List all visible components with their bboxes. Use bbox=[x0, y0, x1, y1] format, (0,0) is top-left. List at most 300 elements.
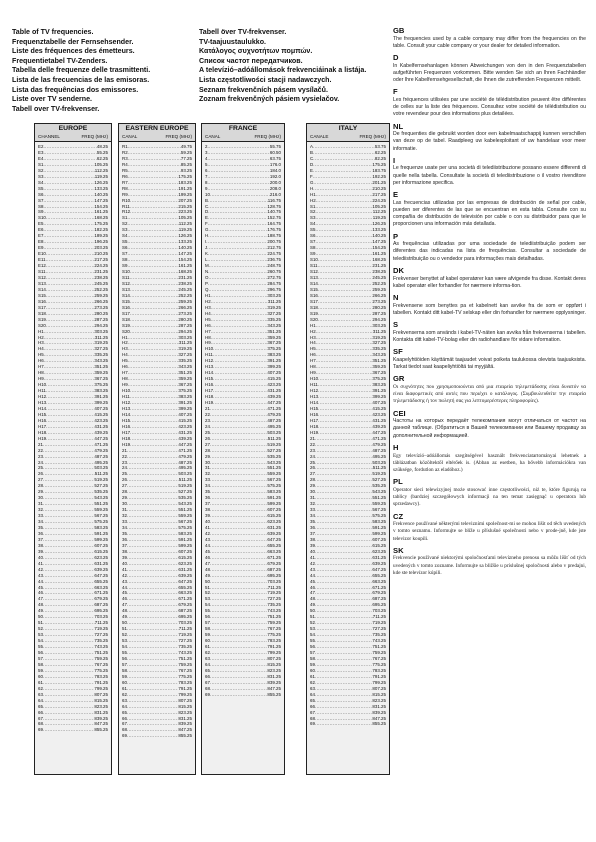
frequency-cell: 399.25 bbox=[372, 394, 386, 400]
frequency-cell: 839.25 bbox=[267, 679, 281, 685]
frequency-cell: 176.0 bbox=[269, 161, 281, 167]
channel-cell: 52 bbox=[38, 626, 43, 632]
note-text: Egy televízió–adóállomás szegítségével használt frekvenciatartományai lehetnek a táblázatban közöltektől eltérőek is. (Abban az esetben, ha bővebb információkra van szüksége, fordutlon az eladóhoz.) bbox=[393, 452, 586, 473]
note-i bbox=[393, 156, 586, 187]
channel-cell: 43 bbox=[122, 578, 127, 584]
frequency-cell: 200.0 bbox=[269, 179, 281, 185]
frequency-cell: 423.25 bbox=[267, 382, 281, 388]
language-code: S bbox=[393, 320, 399, 330]
frequency-cell: 259.25 bbox=[94, 292, 108, 298]
frequency-cell: 775.25 bbox=[94, 667, 108, 673]
channel-cell: 49 bbox=[205, 572, 210, 578]
frequency-cell: 527.25 bbox=[94, 483, 108, 489]
channel-cell: 47 bbox=[310, 590, 315, 596]
channel-cell: 36 bbox=[122, 536, 127, 542]
channel-cell: S10 bbox=[122, 269, 130, 275]
frequency-cell: 671.25 bbox=[267, 554, 281, 560]
frequency-cell: 210.25 bbox=[372, 185, 386, 191]
channel-cell: 57 bbox=[122, 661, 127, 667]
frequency-cell: 343.25 bbox=[94, 358, 108, 364]
channel-cell: 39 bbox=[205, 513, 210, 519]
channel-cell: 26 bbox=[122, 477, 127, 483]
channel-cell: H7 bbox=[205, 328, 211, 334]
frequency-cell: 679.25 bbox=[178, 602, 192, 608]
frequency-cell: 519.25 bbox=[94, 477, 108, 483]
frequency-cell: 575.25 bbox=[178, 525, 192, 530]
frequency-cell: 399.25 bbox=[267, 364, 281, 370]
channel-cell: H13 bbox=[205, 364, 214, 370]
channel-cell: 37 bbox=[205, 501, 210, 507]
title-line: TV-taajuustaulukko. bbox=[199, 37, 267, 46]
channel-cell: 24 bbox=[122, 465, 127, 471]
channel-cell: E bbox=[205, 215, 208, 221]
frequency-cell: 543.25 bbox=[267, 459, 281, 465]
channel-cell: J bbox=[205, 245, 208, 251]
frequency-cell: 423.25 bbox=[372, 411, 386, 417]
note-text: Frekvencie používané niektorými spoločnosťami televízneho prenosu sa môžu líšiť od tých uvedených v tomto zozname. Informujte sa bližšie u príslušnej spoločnosti alebo v predajni, kde ste televízor kúpili. bbox=[393, 555, 586, 576]
channel-cell: 51 bbox=[310, 614, 315, 620]
frequency-cell: 623.25 bbox=[178, 560, 192, 566]
frequency-cell: 168.25 bbox=[94, 215, 108, 221]
frequency-cell: 847.25 bbox=[267, 685, 281, 691]
frequency-cell: 161.25 bbox=[372, 251, 386, 257]
channel-cell: 4 bbox=[205, 155, 208, 161]
frequency-cell: 807.25 bbox=[178, 697, 192, 703]
title-line: Seznam frekvenčních pásem vysílačů. bbox=[199, 85, 328, 94]
channel-cell: F bbox=[310, 173, 313, 179]
title-line: Tabell over TV-frekvenser. bbox=[12, 104, 100, 113]
channel-cell: S14 bbox=[310, 280, 318, 286]
frequency-cell: 727.25 bbox=[178, 638, 192, 644]
language-code: I bbox=[393, 155, 396, 165]
channel-cell: 68 bbox=[38, 721, 43, 727]
channel-cell: 30 bbox=[310, 489, 315, 495]
frequency-cell: 783.25 bbox=[372, 667, 386, 673]
channel-cell: S9 bbox=[122, 263, 128, 269]
frequency-cell: 359.25 bbox=[372, 364, 386, 370]
channel-cell: 25 bbox=[122, 471, 127, 477]
channel-cell: 58 bbox=[310, 655, 315, 661]
note-text: Kaapelyhtiöiden käyttämät taajuudet voivat poiketa taulukossa olevista taajuuksista. Tarkat tiedot saat kaapeliyhtiöltä tai myyjältä. bbox=[393, 356, 586, 371]
frequency-cell: 375.25 bbox=[178, 388, 192, 394]
frequency-cell: 511.25 bbox=[267, 435, 281, 441]
channel-cell: 64 bbox=[122, 703, 127, 709]
frequency-cell: 391.25 bbox=[94, 394, 108, 400]
frequency-cell: 280.25 bbox=[94, 310, 108, 316]
channel-cell: S5 bbox=[310, 227, 316, 233]
frequency-cell: 260.75 bbox=[267, 269, 281, 275]
frequency-cell: 119.25 bbox=[94, 173, 108, 179]
channel-cell: 32 bbox=[122, 513, 127, 519]
frequency-cell: 407.25 bbox=[267, 370, 281, 376]
channel-cell: Q bbox=[205, 286, 209, 292]
table-title: ITALY bbox=[338, 125, 358, 132]
channel-cell: 39 bbox=[122, 554, 127, 560]
frequency-cell: 791.25 bbox=[267, 644, 281, 650]
frequency-cell: 319.25 bbox=[94, 340, 108, 346]
channel-cell: 32 bbox=[205, 471, 210, 477]
note-pl bbox=[393, 477, 586, 508]
channel-cell: H8 bbox=[38, 370, 44, 376]
note-text: Operator sieci telewizyjnej może stosować inne częstotliwości, niż te, które figurują na tablicy (bardziej szczegółowych informacji na ten temat zasięgnąć u operatora lub sprzedawcy). bbox=[393, 486, 586, 508]
frequency-cell: 607.25 bbox=[94, 542, 108, 548]
channel-cell: 9 bbox=[205, 185, 208, 191]
frequency-cell: 217.25 bbox=[94, 257, 108, 263]
channel-cell: H12 bbox=[310, 388, 319, 394]
channel-cell: S2 bbox=[310, 209, 316, 215]
frequency-cell: 543.25 bbox=[372, 489, 386, 495]
frequency-cell: 687.25 bbox=[372, 596, 386, 602]
table-row bbox=[122, 733, 192, 739]
channel-cell: 57 bbox=[205, 620, 210, 626]
channel-cell: 55 bbox=[122, 650, 127, 656]
channel-cell: 33 bbox=[205, 477, 210, 483]
table-header bbox=[35, 124, 111, 142]
channel-cell: H9 bbox=[205, 340, 211, 346]
channel-cell: 33 bbox=[310, 507, 315, 513]
channel-cell: 7 bbox=[205, 173, 208, 179]
channel-cell: H18 bbox=[38, 429, 47, 435]
frequency-cell: 583.25 bbox=[94, 525, 108, 530]
channel-cell: 27 bbox=[310, 471, 315, 477]
frequency-cell: 375.25 bbox=[267, 346, 281, 352]
frequency-cell: 231.25 bbox=[94, 269, 108, 275]
frequency-cell: 168.25 bbox=[372, 257, 386, 263]
frequency-cell: 319.25 bbox=[267, 304, 281, 310]
channel-cell: H8 bbox=[122, 376, 128, 382]
title-line: Frequenztabelle der Fernsehsender. bbox=[12, 37, 134, 46]
channel-cell: H11 bbox=[122, 394, 130, 400]
frequency-cell: 823.25 bbox=[372, 697, 386, 703]
frequency-cell: 415.25 bbox=[178, 417, 192, 423]
channel-cell: 46 bbox=[122, 596, 127, 602]
channel-cell: R10 bbox=[122, 197, 131, 203]
channel-cell: 40 bbox=[122, 560, 127, 566]
channel-cell: 8 bbox=[205, 179, 208, 185]
frequency-cell: 767.25 bbox=[267, 626, 281, 632]
frequency-cell: 607.25 bbox=[178, 548, 192, 554]
frequency-cell: 519.25 bbox=[267, 441, 281, 447]
frequency-cell: 583.25 bbox=[372, 519, 386, 525]
channel-cell: R3 bbox=[122, 155, 128, 161]
frequency-cell: 767.25 bbox=[94, 661, 108, 667]
frequency-cell: 783.25 bbox=[94, 673, 108, 679]
frequency-cell: 140.25 bbox=[94, 191, 108, 197]
frequency-cell: 471.25 bbox=[178, 447, 192, 453]
channel-cell: E9 bbox=[38, 245, 44, 251]
note-cz bbox=[393, 512, 586, 543]
channel-cell: 27 bbox=[38, 477, 43, 483]
frequency-cell: 487.25 bbox=[267, 417, 281, 423]
frequency-cell: 147.25 bbox=[178, 251, 192, 257]
note-text: Le frequenze usate per una società di telediistribuzione possano essere differenti di quelle nella tabella. Consultate la società di telediistribuzione o il vostro rivenditore per informazione specifica. bbox=[393, 165, 586, 186]
frequency-cell: 503.25 bbox=[267, 429, 281, 435]
frequency-cell: 431.25 bbox=[267, 388, 281, 394]
frequency-cell: 799.25 bbox=[372, 679, 386, 685]
channel-cell: R2 bbox=[122, 149, 128, 155]
frequency-cell: 375.25 bbox=[94, 382, 108, 388]
note-text: Les fréquences utilisées par une société de télédistribution peuvent être différentes de celles sur la liste des fréquences. Consultez votre société de télédistribution ou votre revendeur pour des informations plus detailées. bbox=[393, 96, 586, 118]
frequency-cell: 775.25 bbox=[372, 661, 386, 667]
channel-cell: 43 bbox=[310, 566, 315, 572]
frequency-cell: 551.25 bbox=[94, 501, 108, 507]
frequency-cell: 575.25 bbox=[372, 513, 386, 519]
frequency-cell: 607.25 bbox=[267, 507, 281, 513]
frequency-cell: 591.25 bbox=[267, 495, 281, 501]
frequency-cell: 751.25 bbox=[372, 644, 386, 650]
channel-cell: S20 bbox=[38, 322, 46, 328]
note-text: Las frecuencias utilizadas por las empresas de distribución de señal por cable, pueden ser diferentes de las que se encuentran en esta tabla. Consulte con su compañia de distribución de televisión por cable o con su distribuidor para que le proporcionen una información más detallada. bbox=[393, 199, 586, 228]
frequency-cell: 55.25 bbox=[96, 149, 108, 155]
frequency-cell: 655.25 bbox=[94, 578, 108, 584]
frequency-cell: 161.25 bbox=[178, 263, 192, 269]
channel-cell: D bbox=[205, 209, 209, 215]
frequency-cell: 224.25 bbox=[372, 197, 386, 203]
frequency-cell: 839.25 bbox=[372, 709, 386, 715]
frequency-cell: 855.25 bbox=[178, 733, 192, 739]
frequency-cell: 615.25 bbox=[267, 513, 281, 519]
frequency-cell: 799.25 bbox=[178, 691, 192, 697]
channel-cell: 21 bbox=[38, 441, 43, 447]
frequency-cell: 447.25 bbox=[372, 429, 386, 435]
language-code: SF bbox=[393, 347, 403, 357]
channel-cell: H15 bbox=[310, 405, 319, 411]
channel-cell: H16 bbox=[122, 423, 131, 429]
channel-cell: H2 bbox=[310, 328, 316, 334]
channel-cell: 59 bbox=[310, 661, 315, 667]
channel-cell: 24 bbox=[310, 453, 315, 459]
frequency-cell: 303.25 bbox=[94, 328, 108, 334]
channel-cell: 67 bbox=[122, 721, 127, 727]
channel-cell: 38 bbox=[122, 548, 127, 554]
frequency-cell: 831.25 bbox=[178, 715, 192, 721]
channel-cell: 59 bbox=[205, 632, 210, 638]
note-sf bbox=[393, 347, 586, 371]
language-code: NL bbox=[393, 121, 404, 131]
frequency-cell: 567.25 bbox=[372, 507, 386, 513]
channel-cell: 31 bbox=[310, 495, 315, 501]
frequency-cell: 335.25 bbox=[372, 346, 386, 352]
frequency-cell: 280.25 bbox=[372, 304, 386, 310]
frequency-cell: 671.25 bbox=[178, 596, 192, 602]
channel-cell: 5 bbox=[205, 161, 208, 167]
channel-cell: 51 bbox=[122, 626, 127, 632]
channel-cell: 49 bbox=[122, 614, 127, 620]
channel-cell: H10 bbox=[310, 376, 319, 382]
frequency-cell: 238.25 bbox=[94, 274, 108, 280]
frequency-cell: 415.25 bbox=[94, 411, 108, 417]
channel-cell: 23 bbox=[205, 417, 210, 423]
frequency-cell: 327.25 bbox=[372, 340, 386, 346]
frequency-cell: 272.75 bbox=[267, 274, 281, 280]
frequency-cell: 639.25 bbox=[178, 572, 192, 578]
frequency-cell: 839.25 bbox=[94, 715, 108, 721]
channel-cell: 40 bbox=[310, 548, 315, 554]
frequency-cell: 695.25 bbox=[372, 602, 386, 608]
channel-cell: 45 bbox=[205, 548, 210, 554]
frequency-cell: 236.75 bbox=[267, 257, 281, 263]
channel-cell: H1 bbox=[310, 191, 316, 197]
channel-cell: 42 bbox=[38, 566, 43, 572]
channel-cell: H15 bbox=[122, 417, 131, 423]
channel-cell: 62 bbox=[122, 691, 127, 697]
channel-cell: S13 bbox=[122, 286, 130, 292]
channel-cell: 37 bbox=[122, 542, 127, 548]
frequency-cell: 126.25 bbox=[178, 233, 192, 239]
frequency-cell: 639.25 bbox=[372, 560, 386, 566]
frequency-cell: 511.25 bbox=[94, 471, 108, 477]
frequency-cell: 479.25 bbox=[94, 447, 108, 453]
frequency-cell: 719.25 bbox=[267, 590, 281, 596]
frequency-cell: 575.25 bbox=[267, 483, 281, 489]
channel-cell: H4 bbox=[122, 352, 128, 358]
frequency-cell: 719.25 bbox=[178, 632, 192, 638]
frequency-cell: 252.25 bbox=[178, 292, 192, 298]
table-header bbox=[119, 124, 195, 142]
frequency-cell: 791.25 bbox=[372, 673, 386, 679]
frequency-cell: 327.25 bbox=[267, 310, 281, 316]
language-code: CEI bbox=[393, 408, 406, 418]
frequency-cell: 359.25 bbox=[178, 376, 192, 382]
channel-cell: H5 bbox=[310, 346, 316, 352]
frequency-cell: 655.25 bbox=[267, 542, 281, 548]
frequency-cell: 53.75 bbox=[374, 144, 386, 149]
channel-cell: D bbox=[310, 161, 314, 167]
channel-cell: H8 bbox=[205, 334, 211, 340]
channel-cell: 56 bbox=[38, 650, 43, 656]
channel-cell: 41 bbox=[122, 566, 127, 572]
channel-cell: 35 bbox=[122, 530, 127, 536]
channel-cell: 58 bbox=[122, 667, 127, 673]
frequency-cell: 383.25 bbox=[267, 352, 281, 358]
frequency-cell: 831.25 bbox=[94, 709, 108, 715]
frequency-cell: 367.25 bbox=[267, 340, 281, 346]
frequency-cell: 695.25 bbox=[94, 608, 108, 614]
channel-cell: S5 bbox=[38, 185, 44, 191]
channel-cell: 52 bbox=[310, 620, 315, 626]
channel-cell: S8 bbox=[38, 203, 44, 209]
channel-cell: H6 bbox=[122, 364, 128, 370]
channel-cell: H18 bbox=[205, 394, 214, 400]
channel-cell: 23 bbox=[122, 459, 127, 465]
frequency-cell: 783.25 bbox=[267, 638, 281, 644]
channel-cell: H14 bbox=[205, 370, 214, 376]
channel-cell: S4 bbox=[122, 233, 128, 239]
note-dk bbox=[393, 266, 586, 290]
channel-cell: R11 bbox=[122, 203, 130, 209]
channel-cell: 34 bbox=[38, 519, 43, 525]
channel-cell: E11 bbox=[38, 257, 46, 263]
note-f bbox=[393, 87, 586, 118]
title-line: Frequentietabel TV-Zenders. bbox=[12, 56, 108, 65]
frequency-cell: 252.25 bbox=[94, 286, 108, 292]
channel-cell: S12 bbox=[310, 269, 318, 275]
frequency-cell: 351.25 bbox=[94, 364, 108, 370]
frequency-cell: 112.25 bbox=[372, 209, 386, 215]
channel-cell: R4 bbox=[122, 161, 128, 167]
frequency-cell: 191.25 bbox=[178, 185, 192, 191]
frequency-cell: 367.25 bbox=[94, 376, 108, 382]
frequency-cell: 815.25 bbox=[94, 697, 108, 703]
frequency-cell: 847.25 bbox=[94, 721, 108, 727]
language-code: F bbox=[393, 87, 398, 97]
channel-cell: 64 bbox=[38, 697, 43, 703]
col-header-freq: FREQ (MHz) bbox=[165, 134, 192, 139]
frequency-cell: 175.25 bbox=[178, 173, 192, 179]
channel-cell: H6 bbox=[38, 358, 44, 364]
language-code: P bbox=[393, 231, 399, 241]
frequency-cell: 343.25 bbox=[267, 322, 281, 328]
channel-cell: 24 bbox=[205, 423, 210, 429]
frequency-cell: 245.25 bbox=[372, 274, 386, 280]
frequency-cell: 623.25 bbox=[94, 554, 108, 560]
table-title: EUROPE bbox=[58, 125, 88, 132]
frequency-cell: 63.75 bbox=[269, 155, 281, 161]
frequency-cell: 679.25 bbox=[372, 590, 386, 596]
frequency-cell: 294.25 bbox=[178, 328, 192, 334]
frequency-cell: 252.25 bbox=[372, 280, 386, 286]
channel-cell: S17 bbox=[122, 310, 130, 316]
frequency-cell: 266.25 bbox=[178, 304, 192, 310]
frequency-cell: 543.25 bbox=[94, 495, 108, 501]
channel-cell: 23 bbox=[310, 447, 315, 453]
frequency-cell: 631.25 bbox=[94, 560, 108, 566]
channel-cell: C bbox=[205, 203, 209, 209]
frequency-cell: 663.25 bbox=[94, 584, 108, 590]
frequency-cell: 687.25 bbox=[94, 602, 108, 608]
frequency-cell: 391.25 bbox=[267, 358, 281, 364]
frequency-cell: 591.25 bbox=[94, 530, 108, 536]
frequency-cell: 567.25 bbox=[94, 513, 108, 519]
channel-cell: K bbox=[205, 251, 208, 257]
frequency-cell: 647.25 bbox=[372, 566, 386, 572]
channel-cell: S7 bbox=[310, 239, 316, 245]
channel-cell: 53 bbox=[38, 632, 43, 638]
note-h bbox=[393, 443, 586, 474]
channel-cell: 55 bbox=[310, 638, 315, 644]
frequency-cell: 431.25 bbox=[178, 429, 192, 435]
frequency-cell: 303.25 bbox=[178, 334, 192, 340]
frequency-cell: 126.25 bbox=[94, 179, 108, 185]
channel-cell: 48 bbox=[310, 596, 315, 602]
frequency-cell: 831.25 bbox=[372, 703, 386, 709]
channel-cell: 29 bbox=[205, 453, 210, 459]
channel-cell: P bbox=[205, 280, 208, 286]
frequency-cell: 287.25 bbox=[372, 310, 386, 316]
frequency-cell: 164.75 bbox=[267, 221, 281, 227]
frequency-cell: 759.25 bbox=[94, 655, 108, 661]
channel-cell: H11 bbox=[310, 382, 318, 388]
frequency-cell: 231.25 bbox=[178, 274, 192, 280]
channel-cell: H3 bbox=[310, 334, 316, 340]
channel-cell: H10 bbox=[38, 382, 47, 388]
frequency-cell: 128.75 bbox=[267, 203, 281, 209]
frequency-cell: 807.25 bbox=[372, 685, 386, 691]
frequency-cell: 511.25 bbox=[178, 477, 192, 483]
channel-cell: 45 bbox=[38, 584, 43, 590]
channel-cell: S16 bbox=[38, 298, 46, 304]
channel-cell: 34 bbox=[205, 483, 210, 489]
frequency-cell: 751.25 bbox=[94, 650, 108, 656]
frequency-cell: 311.25 bbox=[267, 298, 281, 304]
channel-cell: 2 bbox=[205, 144, 208, 149]
frequency-cell: 175.25 bbox=[94, 221, 108, 227]
frequency-cell: 535.25 bbox=[94, 489, 108, 495]
channel-cell: S15 bbox=[38, 292, 46, 298]
channel-cell: 54 bbox=[205, 602, 210, 608]
channel-cell: 6 bbox=[205, 167, 208, 173]
frequency-cell: 767.25 bbox=[372, 655, 386, 661]
